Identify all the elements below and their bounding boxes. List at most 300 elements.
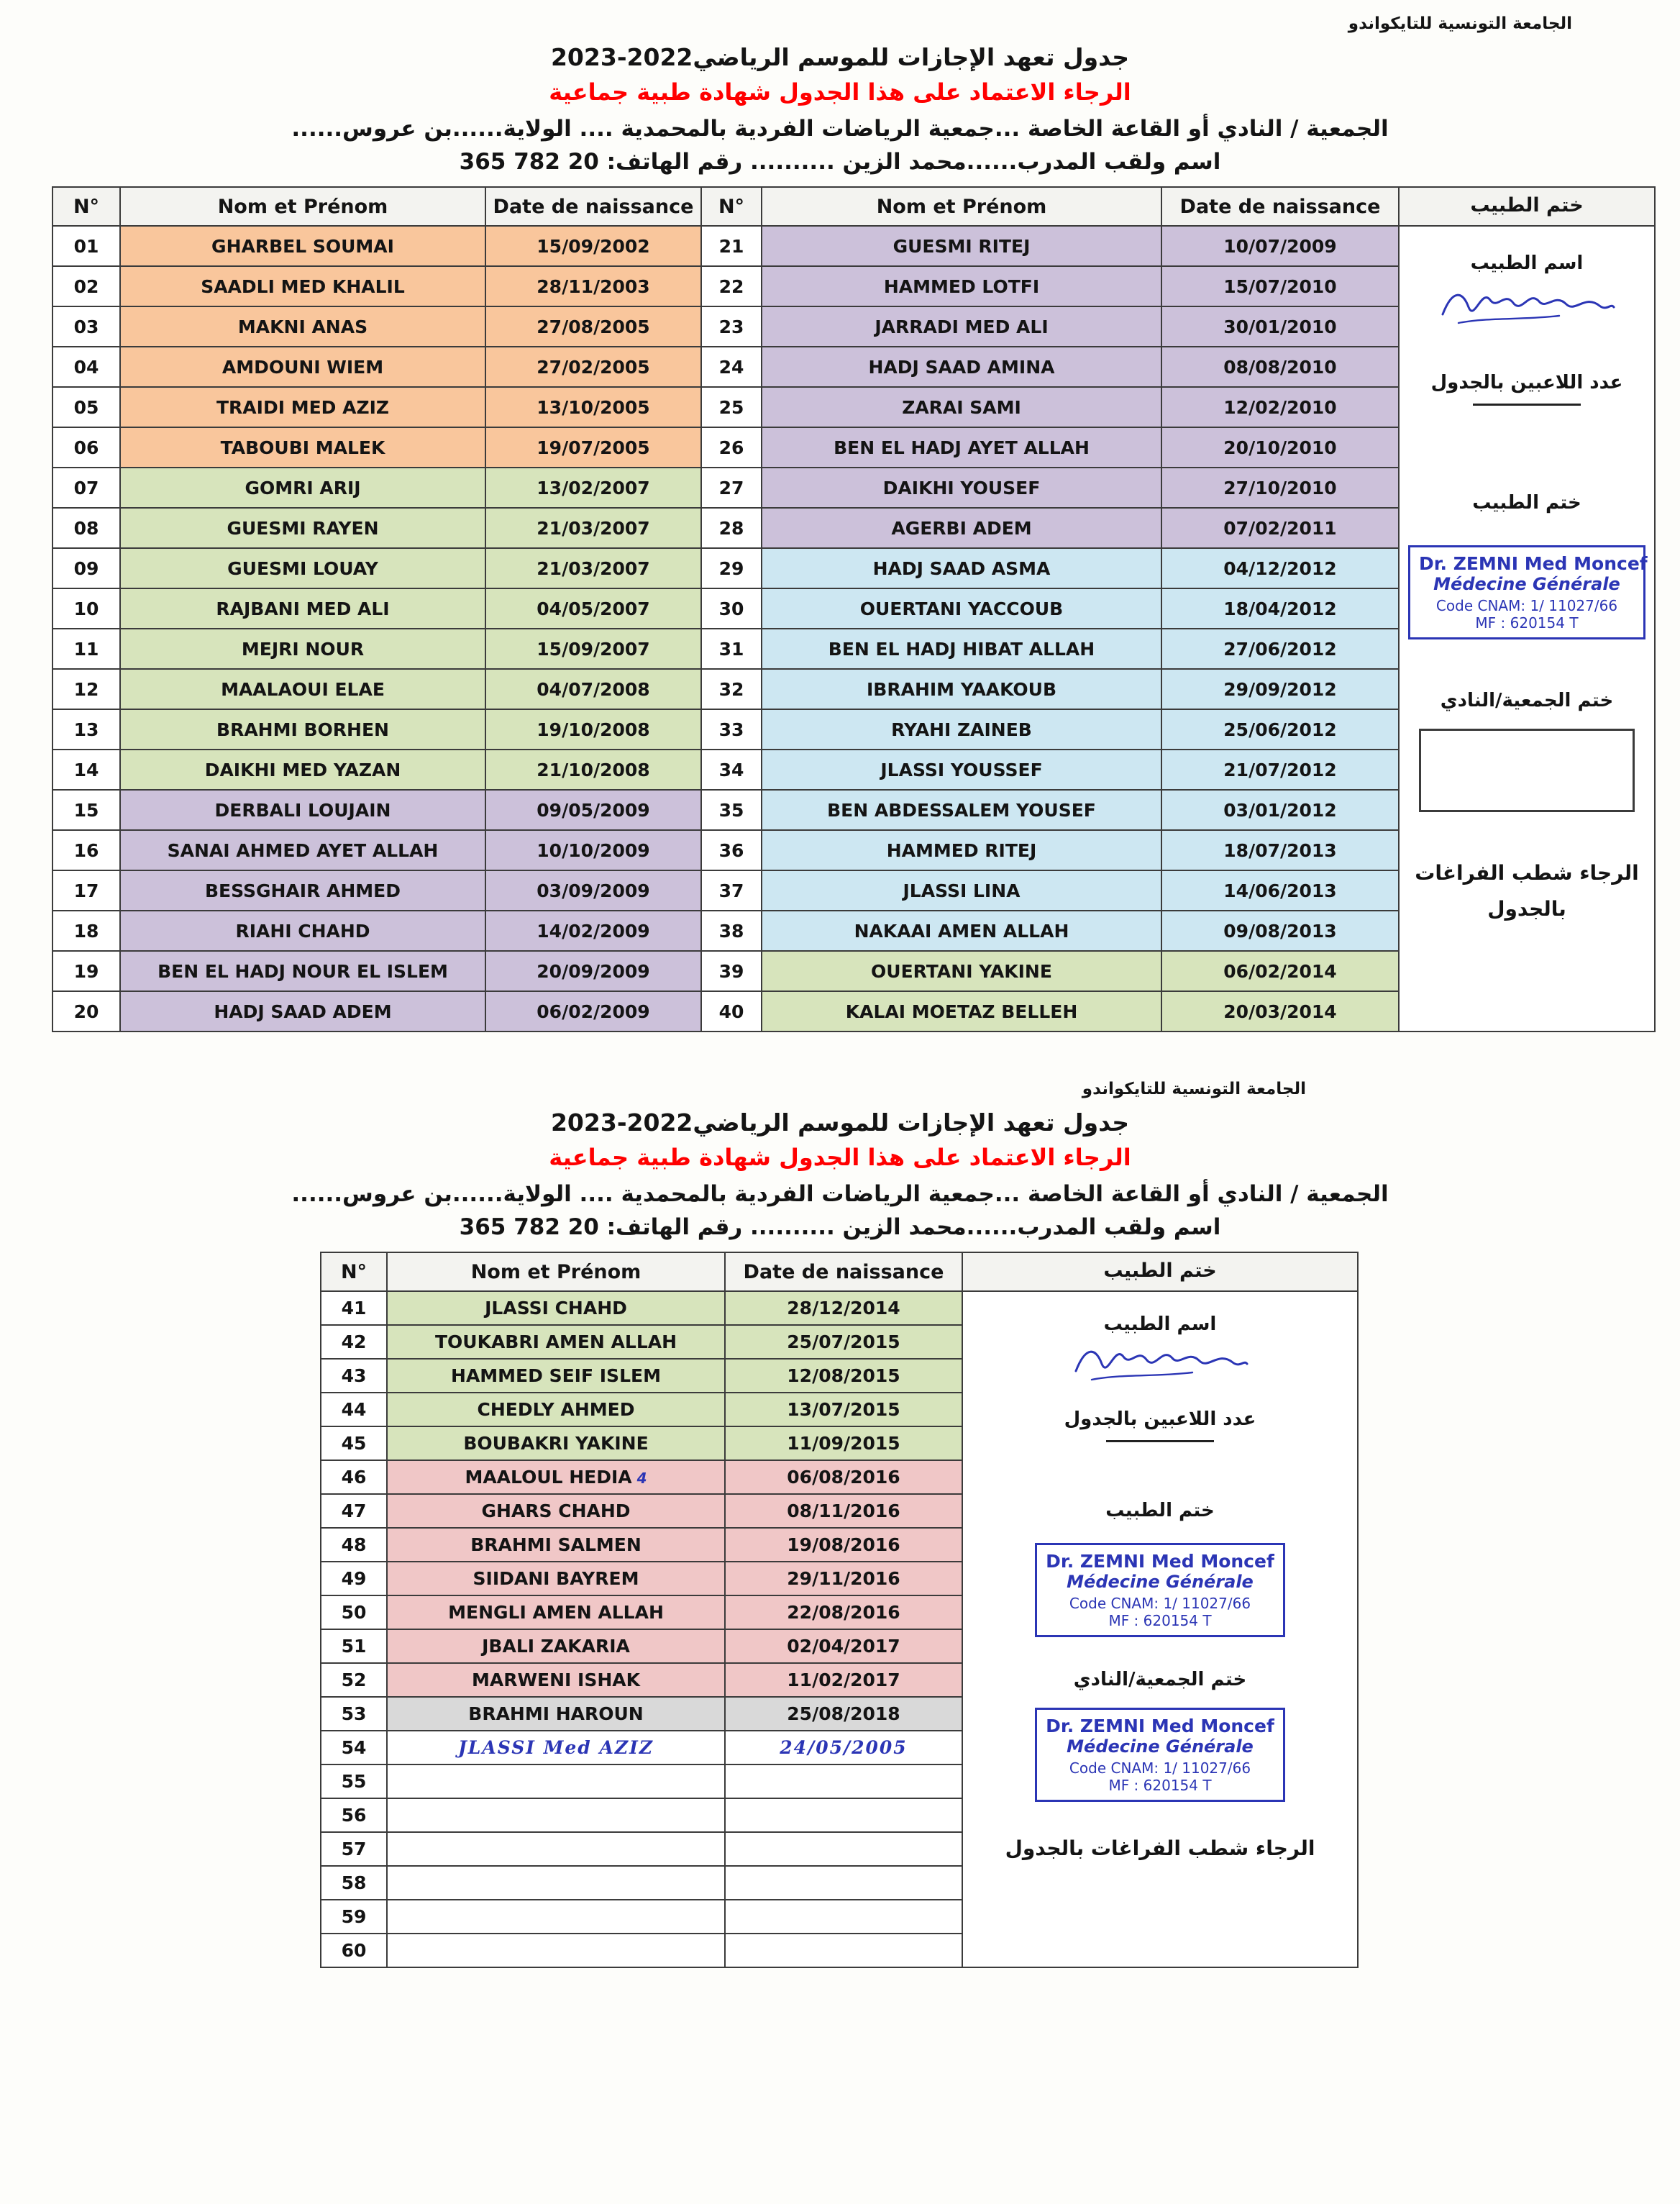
players-table-41-60: [320, 1252, 963, 1968]
cell-dob: 19/08/2016: [725, 1528, 962, 1562]
header-row: [52, 187, 701, 226]
cell-dob: 10/07/2009: [1161, 226, 1399, 266]
doctor-panel-body-2: [963, 1292, 1357, 1967]
cell-name: MAALAOUI ELAE: [120, 669, 485, 709]
stamp-mf-code: MF : 620154 T: [1475, 614, 1579, 632]
table-row: [52, 387, 701, 427]
table-row: [701, 588, 1399, 629]
cell-name: SAADLI MED KHALIL: [120, 266, 485, 306]
page-title: جدول تعهد الإجازات للموسم الرياضي2022-2023: [550, 43, 1130, 71]
col-header-name: Nom et Prénom: [120, 187, 485, 226]
cell-num: 32: [701, 669, 762, 709]
cell-name: JLASSI Med AZIZ: [387, 1731, 725, 1764]
doctor-stamp-header: ختم الطبيب: [963, 1253, 1357, 1292]
cell-dob: 04/05/2007: [485, 588, 701, 629]
coach-phone-line: اسم ولقب المدرب......محمد الزين .......... رقم الهاتف: 20 782 365: [459, 1214, 1221, 1240]
table-row: [321, 1426, 962, 1460]
doctor-stamp: [1408, 545, 1648, 639]
cell-dob: 24/05/2005: [725, 1731, 962, 1764]
tables-row-2: [320, 1252, 1680, 1968]
federation-name: الجامعة التونسية للتايكواندو: [1082, 1080, 1306, 1098]
cell-num: 15: [52, 790, 120, 830]
cell-num: 39: [701, 951, 762, 991]
cell-name: BRAHMI BORHEN: [120, 709, 485, 750]
cell-dob: 29/11/2016: [725, 1562, 962, 1595]
cell-num: 60: [321, 1934, 387, 1967]
cell-dob: 28/11/2003: [485, 266, 701, 306]
table-row: [52, 266, 701, 306]
cell-num: 37: [701, 870, 762, 911]
section-1: [0, 0, 1680, 1032]
table-row: [321, 1460, 962, 1494]
cell-num: 26: [701, 427, 762, 468]
cell-name: MAKNI ANAS: [120, 306, 485, 347]
cell-num: 12: [52, 669, 120, 709]
cell-num: 55: [321, 1764, 387, 1798]
cell-dob: 15/09/2002: [485, 226, 701, 266]
col-header-num: N°: [52, 187, 120, 226]
table-row: [701, 709, 1399, 750]
cell-name: BEN EL HADJ AYET ALLAH: [762, 427, 1161, 468]
cell-num: 48: [321, 1528, 387, 1562]
cell-num: 25: [701, 387, 762, 427]
cell-name: [387, 1764, 725, 1798]
cell-num: 13: [52, 709, 120, 750]
medical-notice: الرجاء الاعتماد على هذا الجدول شهادة طبية جماعية: [549, 1144, 1131, 1171]
cell-num: 58: [321, 1866, 387, 1900]
club-stamp-box: [1419, 729, 1635, 812]
cell-dob: 20/10/2010: [1161, 427, 1399, 468]
cell-num: 43: [321, 1359, 387, 1393]
cell-num: 49: [321, 1562, 387, 1595]
cell-name: [387, 1900, 725, 1934]
doctor-signature-icon: [1437, 281, 1617, 332]
table-row: [321, 1697, 962, 1731]
table-row: [701, 387, 1399, 427]
table-row: [321, 1325, 962, 1359]
cell-name: MARWENI ISHAK: [387, 1663, 725, 1697]
federation-name: الجامعة التونسية للتايكواندو: [1348, 14, 1572, 33]
cell-dob: 03/01/2012: [1161, 790, 1399, 830]
cell-num: 57: [321, 1832, 387, 1866]
cell-dob: [725, 1900, 962, 1934]
cell-num: 40: [701, 991, 762, 1032]
doctor-panel-1: [1398, 186, 1656, 1032]
cell-name: [387, 1832, 725, 1866]
cell-dob: 03/09/2009: [485, 870, 701, 911]
cell-name: CHEDLY AHMED: [387, 1393, 725, 1426]
table-row: [321, 1494, 962, 1528]
cell-name: [387, 1798, 725, 1832]
cell-dob: 02/04/2017: [725, 1629, 962, 1663]
cell-name: BESSGHAIR AHMED: [120, 870, 485, 911]
table-row: [321, 1359, 962, 1393]
cell-num: 17: [52, 870, 120, 911]
cell-num: 03: [52, 306, 120, 347]
cell-dob: 27/06/2012: [1161, 629, 1399, 669]
cell-dob: [725, 1764, 962, 1798]
club-stamp-label: ختم الجمعية/النادي: [1440, 690, 1614, 711]
table-row: [52, 226, 701, 266]
table-row: [52, 830, 701, 870]
club-stamp-label: ختم الجمعية/النادي: [1073, 1669, 1247, 1690]
cell-name: BRAHMI HAROUN: [387, 1697, 725, 1731]
cell-dob: 21/07/2012: [1161, 750, 1399, 790]
table-row: [52, 548, 701, 588]
cell-name: KALAI MOETAZ BELLEH: [762, 991, 1161, 1032]
cell-num: 23: [701, 306, 762, 347]
players-count-line: [1106, 1440, 1214, 1442]
cell-num: 19: [52, 951, 120, 991]
table-row: [701, 870, 1399, 911]
stamp-doctor-name: Dr. ZEMNI Med Moncef: [1419, 553, 1648, 574]
doctor-name-label: اسم الطبيب: [1103, 1313, 1217, 1335]
cell-num: 47: [321, 1494, 387, 1528]
stamp-doctor-name: Dr. ZEMNI Med Moncef: [1046, 1716, 1274, 1736]
cell-num: 05: [52, 387, 120, 427]
header-titles-2: [92, 1108, 1588, 1240]
cell-num: 35: [701, 790, 762, 830]
cell-num: 31: [701, 629, 762, 669]
cell-num: 30: [701, 588, 762, 629]
cell-name: MEJRI NOUR: [120, 629, 485, 669]
col-header-num: N°: [701, 187, 762, 226]
players-body-1-20: [52, 226, 701, 1032]
cell-dob: 06/08/2016: [725, 1460, 962, 1494]
cell-dob: 27/08/2005: [485, 306, 701, 347]
stamp-mf-code: MF : 620154 T: [1108, 1612, 1212, 1629]
cell-num: 45: [321, 1426, 387, 1460]
table-row: [701, 629, 1399, 669]
cell-num: 46: [321, 1460, 387, 1494]
cell-name: DAIKHI MED YAZAN: [120, 750, 485, 790]
table-row: [321, 1900, 962, 1934]
cell-name: HADJ SAAD ADEM: [120, 991, 485, 1032]
cell-name: SANAI AHMED AYET ALLAH: [120, 830, 485, 870]
cell-num: 22: [701, 266, 762, 306]
doctor-panel-2: [962, 1252, 1359, 1968]
cell-num: 33: [701, 709, 762, 750]
table-row: [321, 1764, 962, 1798]
table-row: [701, 306, 1399, 347]
players-body-21-40: [701, 226, 1399, 1032]
tables-row-1: [52, 186, 1680, 1032]
cell-name: TOUKABRI AMEN ALLAH: [387, 1325, 725, 1359]
stamp-doctor-name: Dr. ZEMNI Med Moncef: [1046, 1551, 1274, 1572]
cell-num: 27: [701, 468, 762, 508]
cell-name: BOUBAKRI YAKINE: [387, 1426, 725, 1460]
table-row: [52, 991, 701, 1032]
table-row: [52, 790, 701, 830]
cell-num: 01: [52, 226, 120, 266]
cell-dob: 25/07/2015: [725, 1325, 962, 1359]
table-row: [321, 1291, 962, 1325]
table-row: [52, 347, 701, 387]
cell-dob: 19/07/2005: [485, 427, 701, 468]
cell-name: OUERTANI YAKINE: [762, 951, 1161, 991]
table-row: [321, 1832, 962, 1866]
cell-num: 16: [52, 830, 120, 870]
cell-dob: [725, 1934, 962, 1967]
table-row: [701, 226, 1399, 266]
cell-num: 38: [701, 911, 762, 951]
cell-name: JLASSI LINA: [762, 870, 1161, 911]
table-row: [52, 951, 701, 991]
stamp-specialty: Médecine Générale: [1067, 1572, 1254, 1592]
cell-dob: 21/03/2007: [485, 508, 701, 548]
table-row: [52, 508, 701, 548]
coach-phone-line: اسم ولقب المدرب......محمد الزين .......... رقم الهاتف: 20 782 365: [459, 149, 1221, 175]
table-row: [701, 911, 1399, 951]
cell-name: OUERTANI YACCOUB: [762, 588, 1161, 629]
cell-num: 24: [701, 347, 762, 387]
cell-name: RIAHI CHAHD: [120, 911, 485, 951]
cell-dob: 13/10/2005: [485, 387, 701, 427]
cell-name: MENGLI AMEN ALLAH: [387, 1595, 725, 1629]
cell-name: GUESMI RITEJ: [762, 226, 1161, 266]
table-row: [701, 468, 1399, 508]
players-count-label: عدد اللاعبين بالجدول: [1064, 1408, 1256, 1430]
cell-dob: 12/08/2015: [725, 1359, 962, 1393]
table-row: [321, 1528, 962, 1562]
table-row: [321, 1798, 962, 1832]
cell-dob: 19/10/2008: [485, 709, 701, 750]
cell-dob: 13/07/2015: [725, 1393, 962, 1426]
cell-name: AGERBI ADEM: [762, 508, 1161, 548]
col-header-dob: Date de naissance: [1161, 187, 1399, 226]
cell-num: 08: [52, 508, 120, 548]
cell-name: [387, 1934, 725, 1967]
cell-dob: 15/09/2007: [485, 629, 701, 669]
cell-num: 28: [701, 508, 762, 548]
table-row: [52, 870, 701, 911]
table-row: [701, 427, 1399, 468]
cell-name: JBALI ZAKARIA: [387, 1629, 725, 1663]
cell-name: TABOUBI MALEK: [120, 427, 485, 468]
table-row: [321, 1663, 962, 1697]
cell-dob: 25/06/2012: [1161, 709, 1399, 750]
doctor-signature-icon: [1070, 1339, 1250, 1387]
table-row: [52, 306, 701, 347]
cell-dob: 10/10/2009: [485, 830, 701, 870]
cell-dob: 11/02/2017: [725, 1663, 962, 1697]
cell-dob: 27/02/2005: [485, 347, 701, 387]
players-body-41-60: [321, 1291, 962, 1967]
col-header-name: Nom et Prénom: [762, 187, 1161, 226]
cell-name: TRAIDI MED AZIZ: [120, 387, 485, 427]
table-row: [52, 669, 701, 709]
cell-name: MAALOUL HEDIA 4: [387, 1460, 725, 1494]
table-row: [701, 548, 1399, 588]
cell-dob: 06/02/2009: [485, 991, 701, 1032]
section-2: [0, 1032, 1680, 1968]
stamp-mf-code: MF : 620154 T: [1108, 1777, 1212, 1794]
table-row: [701, 508, 1399, 548]
cell-name: GOMRI ARIJ: [120, 468, 485, 508]
cell-dob: 30/01/2010: [1161, 306, 1399, 347]
page-title: جدول تعهد الإجازات للموسم الرياضي2022-2023: [550, 1108, 1130, 1137]
stamp-cnam-code: Code CNAM: 1/ 11027/66: [1069, 1759, 1251, 1777]
col-header-name: Nom et Prénom: [387, 1252, 725, 1291]
cell-num: 04: [52, 347, 120, 387]
col-header-dob: Date de naissance: [725, 1252, 962, 1291]
cell-num: 41: [321, 1291, 387, 1325]
cell-name: HADJ SAAD ASMA: [762, 548, 1161, 588]
cell-dob: 09/08/2013: [1161, 911, 1399, 951]
club-doctor-stamp: [1035, 1708, 1285, 1802]
cell-name: ZARAI SAMI: [762, 387, 1161, 427]
table-row: [52, 427, 701, 468]
cell-num: 02: [52, 266, 120, 306]
table-row: [701, 347, 1399, 387]
table-row: [701, 750, 1399, 790]
cell-dob: 08/08/2010: [1161, 347, 1399, 387]
cell-dob: 27/10/2010: [1161, 468, 1399, 508]
cell-dob: 21/10/2008: [485, 750, 701, 790]
blanks-note: الرجاء شطب الفراغات بالجدول: [1005, 1836, 1315, 1860]
cell-num: 29: [701, 548, 762, 588]
cell-name: HADJ SAAD AMINA: [762, 347, 1161, 387]
cell-name: BEN ABDESSALEM YOUSEF: [762, 790, 1161, 830]
cell-name: RYAHI ZAINEB: [762, 709, 1161, 750]
cell-dob: 11/09/2015: [725, 1426, 962, 1460]
doctor-stamp-label: ختم الطبيب: [1105, 1500, 1215, 1521]
cell-dob: [725, 1866, 962, 1900]
doctor-name-label: اسم الطبيب: [1470, 252, 1584, 274]
cell-dob: 18/04/2012: [1161, 588, 1399, 629]
cell-name: [387, 1866, 725, 1900]
cell-name: BRAHMI SALMEN: [387, 1528, 725, 1562]
cell-dob: 21/03/2007: [485, 548, 701, 588]
players-table-21-40: [700, 186, 1400, 1032]
doctor-stamp-header: ختم الطبيب: [1400, 188, 1654, 227]
cell-name: HAMMED SEIF ISLEM: [387, 1359, 725, 1393]
cell-dob: [725, 1832, 962, 1866]
table-row: [321, 1595, 962, 1629]
table-row: [52, 709, 701, 750]
cell-dob: [725, 1798, 962, 1832]
cell-name: HAMMED RITEJ: [762, 830, 1161, 870]
cell-name: GHARBEL SOUMAI: [120, 226, 485, 266]
table-row: [321, 1629, 962, 1663]
cell-num: 10: [52, 588, 120, 629]
cell-dob: 22/08/2016: [725, 1595, 962, 1629]
table-row: [321, 1866, 962, 1900]
cell-dob: 20/03/2014: [1161, 991, 1399, 1032]
cell-num: 52: [321, 1663, 387, 1697]
doctor-stamp-label: ختم الطبيب: [1472, 492, 1581, 514]
stamp-specialty: Médecine Générale: [1067, 1736, 1254, 1757]
cell-dob: 20/09/2009: [485, 951, 701, 991]
cell-dob: 07/02/2011: [1161, 508, 1399, 548]
table-row: [701, 669, 1399, 709]
players-count-label: عدد اللاعبين بالجدول: [1430, 372, 1623, 393]
table-row: [321, 1934, 962, 1967]
cell-num: 14: [52, 750, 120, 790]
table-row: [701, 266, 1399, 306]
cell-num: 18: [52, 911, 120, 951]
table-row: [52, 629, 701, 669]
table-row: [52, 750, 701, 790]
cell-num: 54: [321, 1731, 387, 1764]
cell-num: 11: [52, 629, 120, 669]
blanks-note: الرجاء شطب الفراغات بالجدول: [1415, 861, 1639, 921]
cell-dob: 13/02/2007: [485, 468, 701, 508]
cell-dob: 09/05/2009: [485, 790, 701, 830]
cell-name: BEN EL HADJ HIBAT ALLAH: [762, 629, 1161, 669]
cell-name: GHARS CHAHD: [387, 1494, 725, 1528]
cell-name: RAJBANI MED ALI: [120, 588, 485, 629]
doctor-stamp: [1035, 1543, 1285, 1637]
cell-name: AMDOUNI WIEM: [120, 347, 485, 387]
header-titles-1: [92, 43, 1588, 175]
cell-num: 07: [52, 468, 120, 508]
pen-mark: 4: [631, 1470, 647, 1487]
cell-dob: 25/08/2018: [725, 1697, 962, 1731]
cell-dob: 04/07/2008: [485, 669, 701, 709]
table-row: [701, 790, 1399, 830]
cell-num: 21: [701, 226, 762, 266]
doctor-panel-body-1: [1400, 227, 1654, 1031]
cell-name: JLASSI CHAHD: [387, 1291, 725, 1325]
cell-num: 59: [321, 1900, 387, 1934]
table-row: [52, 911, 701, 951]
cell-name: JLASSI YOUSSEF: [762, 750, 1161, 790]
cell-dob: 08/11/2016: [725, 1494, 962, 1528]
cell-name: DERBALI LOUJAIN: [120, 790, 485, 830]
cell-dob: 29/09/2012: [1161, 669, 1399, 709]
players-table-1-20: [52, 186, 702, 1032]
cell-dob: 12/02/2010: [1161, 387, 1399, 427]
table-row: [321, 1562, 962, 1595]
cell-num: 09: [52, 548, 120, 588]
col-header-dob: Date de naissance: [485, 187, 701, 226]
cell-num: 50: [321, 1595, 387, 1629]
col-header-num: N°: [321, 1252, 387, 1291]
table-row: [52, 468, 701, 508]
cell-num: 36: [701, 830, 762, 870]
cell-name: GUESMI LOUAY: [120, 548, 485, 588]
header-row: [321, 1252, 962, 1291]
cell-num: 53: [321, 1697, 387, 1731]
cell-name: NAKAAI AMEN ALLAH: [762, 911, 1161, 951]
cell-num: 51: [321, 1629, 387, 1663]
cell-num: 34: [701, 750, 762, 790]
cell-dob: 15/07/2010: [1161, 266, 1399, 306]
stamp-specialty: Médecine Générale: [1433, 574, 1620, 594]
cell-name: IBRAHIM YAAKOUB: [762, 669, 1161, 709]
table-row: [321, 1731, 962, 1764]
table-row: [701, 830, 1399, 870]
cell-num: 42: [321, 1325, 387, 1359]
players-count-line: [1473, 404, 1581, 406]
stamp-cnam-code: Code CNAM: 1/ 11027/66: [1435, 597, 1618, 614]
cell-name: JARRADI MED ALI: [762, 306, 1161, 347]
table-row: [52, 588, 701, 629]
cell-num: 44: [321, 1393, 387, 1426]
association-line: الجمعية / النادي أو القاعة الخاصة ...جمعية الرياضات الفردية بالمحمدية .... الولاية......بن عروس......: [291, 116, 1389, 142]
cell-dob: 14/02/2009: [485, 911, 701, 951]
cell-dob: 18/07/2013: [1161, 830, 1399, 870]
association-line: الجمعية / النادي أو القاعة الخاصة ...جمعية الرياضات الفردية بالمحمدية .... الولاية......بن عروس......: [291, 1181, 1389, 1207]
cell-num: 56: [321, 1798, 387, 1832]
cell-name: BEN EL HADJ NOUR EL ISLEM: [120, 951, 485, 991]
cell-num: 06: [52, 427, 120, 468]
cell-dob: 06/02/2014: [1161, 951, 1399, 991]
cell-num: 20: [52, 991, 120, 1032]
stamp-cnam-code: Code CNAM: 1/ 11027/66: [1069, 1595, 1251, 1612]
cell-name: GUESMI RAYEN: [120, 508, 485, 548]
